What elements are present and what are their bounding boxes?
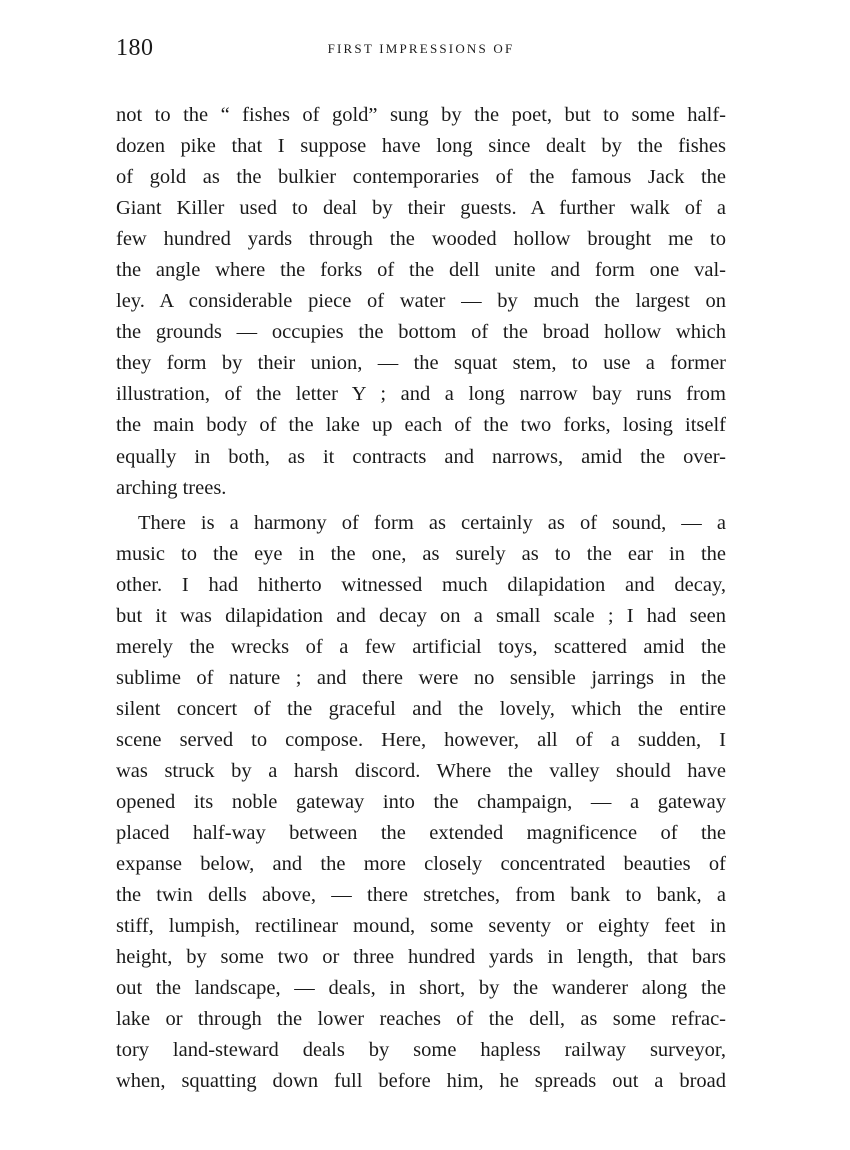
text-line: tory land-steward deals by some hapless railway surveyor, — [116, 1039, 726, 1062]
running-head — [116, 34, 726, 74]
text-line: merely the wrecks of a few artificial toys, scattered amid the — [116, 635, 726, 658]
text-line: equally in both, as it contracts and narrows, amid the over- — [116, 445, 726, 468]
text-line: lake or through the lower reaches of the dell, as some refrac- — [116, 1008, 726, 1031]
text-line: they form by their union, — the squat stem, to use a former — [116, 352, 726, 375]
text-line: expanse below, and the more closely concentrated beauties of — [116, 853, 726, 876]
text-line: height, by some two or three hundred yards in length, that bars — [116, 946, 726, 969]
text-line: placed half-way between the extended magnificence of the — [116, 822, 726, 845]
text-line: ley. A considerable piece of water — by much the largest on — [116, 290, 726, 313]
body-text — [116, 100, 726, 1098]
text-line: stiff, lumpish, rectilinear mound, some seventy or eighty feet in — [116, 915, 726, 938]
text-line: dozen pike that I suppose have long since dealt by the fishes — [116, 135, 726, 158]
text-line: the main body of the lake up each of the two forks, losing itself — [116, 414, 726, 437]
text-line: scene served to compose. Here, however, all of a sudden, I — [116, 728, 726, 751]
paragraph-1 — [116, 100, 726, 504]
text-line: other. I had hitherto witnessed much dilapidation and decay, — [116, 573, 726, 596]
text-line: few hundred yards through the wooded hollow brought me to — [116, 228, 726, 251]
text-line: silent concert of the graceful and the lovely, which the entire — [116, 697, 726, 720]
text-line: when, squatting down full before him, he spreads out a broad — [116, 1070, 726, 1093]
text-line: was struck by a harsh discord. Where the valley should have — [116, 759, 726, 782]
text-line: out the landscape, — deals, in short, by the wanderer along the — [116, 977, 726, 1000]
text-line: There is a harmony of form as certainly as of sound, — a — [138, 511, 726, 534]
text-line: the angle where the forks of the dell unite and form one val- — [116, 259, 726, 282]
text-line: music to the eye in the one, as surely as to the ear in the — [116, 542, 726, 565]
running-title: FIRST IMPRESSIONS OF — [327, 41, 515, 56]
text-line: not to the “ fishes of gold” sung by the poet, but to some half- — [116, 104, 726, 126]
text-line: but it was dilapidation and decay on a small scale ; I had seen — [116, 604, 726, 627]
text-line: the twin dells above, — there stretches, from bank to bank, a — [116, 884, 726, 907]
text-line: opened its noble gateway into the champaign, — a gateway — [116, 791, 726, 814]
text-line: illustration, of the letter Y ; and a long narrow bay runs from — [116, 383, 726, 406]
page-number: 180 — [116, 35, 154, 61]
paragraph-2 — [116, 508, 726, 1098]
text-line: of gold as the bulkier contemporaries of the famous Jack the — [116, 166, 726, 189]
text-line: the grounds — occupies the bottom of the broad hollow which — [116, 321, 726, 344]
book-page — [116, 34, 726, 1098]
text-line: sublime of nature ; and there were no sensible jarrings in the — [116, 666, 726, 689]
text-line: arching trees. — [116, 476, 227, 499]
text-line: Giant Killer used to deal by their guests. A further walk of a — [116, 197, 726, 220]
